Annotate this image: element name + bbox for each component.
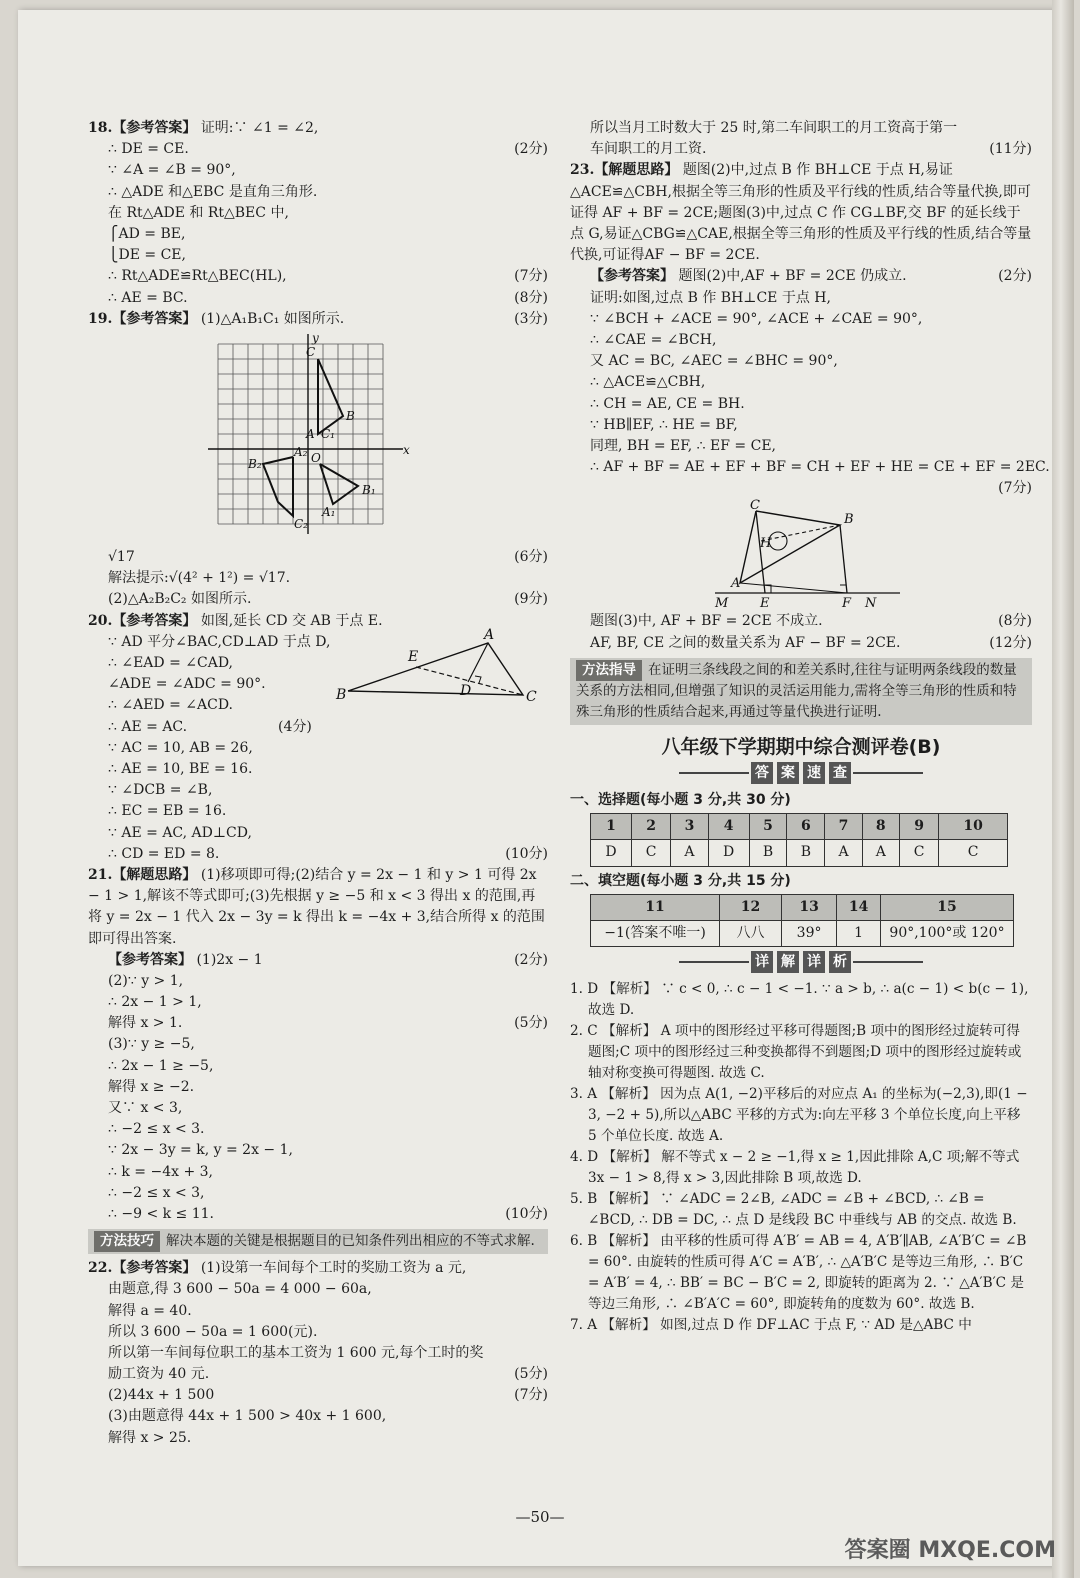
q19-score: (3分) [514, 310, 548, 327]
mc-ans-cell: A [825, 840, 862, 866]
fig20-b-label: B [336, 686, 347, 703]
mc-ans-cell: D [708, 840, 749, 866]
banner-char: 详 [751, 951, 773, 973]
q22-cont-line: 车间职工的月工资. [590, 141, 707, 158]
q19-number: 19. [88, 310, 113, 327]
fig23-a-label: A [731, 576, 741, 592]
point-b1-label: B₁ [362, 482, 376, 497]
q21-score: (5分) [514, 1015, 548, 1032]
section-title: 八年级下学期期中综合测评卷(B) [661, 735, 941, 758]
mc-ans-cell: D [591, 840, 632, 866]
fill-ans-cell: 八八 [720, 921, 782, 947]
detail-item: 3. A 【解析】 因为点 A(1, −2)平移后的对应点 A₁ 的坐标为(−2,3),即(1 − 3, −2 + 5),所以△ABC 平移的方式为:向左平移 3 个单位长度,向上平移 5 个单位长度. 故选 A. [570, 1086, 1028, 1145]
q20-line: ∴ CD = ED = 8. [108, 845, 220, 862]
banner-rule [679, 961, 749, 963]
q23-tag: 【解题思路】 [594, 162, 679, 179]
fill-num-cell: 13 [781, 894, 836, 920]
q19-tag: 【参考答案】 [112, 310, 197, 327]
q21-line: (2)∵ y > 1, [108, 972, 184, 989]
banner-rule [679, 772, 749, 774]
point-a1-label: A₁ [322, 504, 336, 519]
q22-line: 所以 3 600 − 50a = 1 600(元). [108, 1323, 318, 1340]
fill-label: 二、填空题(每小题 3 分,共 15 分) [570, 872, 791, 889]
q20-line: ∵ AC = 10, AB = 26, [108, 739, 253, 756]
fig20-a-label: A [484, 626, 495, 643]
point-c1-label: C₁ [321, 426, 335, 441]
q23-score: (12分) [989, 634, 1032, 651]
q22-tag: 【参考答案】 [112, 1260, 197, 1277]
mc-ans-cell: B [787, 840, 825, 866]
q22-score: (7分) [514, 1387, 548, 1404]
square-triangle-figure [710, 498, 910, 612]
q19-line: √17 [108, 549, 135, 566]
q22-number: 22. [88, 1260, 113, 1277]
q20-line: ∴ AE = 10, BE = 16. [108, 760, 253, 777]
mc-ans-cell: C [939, 840, 1008, 866]
point-a2-label: A₂ [294, 444, 308, 459]
q21-line: 解得 x > 1. [108, 1015, 183, 1032]
banner-rule [853, 961, 923, 963]
q22-cont-score: (11分) [989, 141, 1032, 158]
fig23-h-label: H [760, 536, 772, 552]
q21-line: 解得 x ≥ −2. [108, 1078, 195, 1095]
detail-item: 7. A 【解析】 如图,过点 D 作 DF⊥AC 于点 F, ∵ AD 是△ABC 中 [570, 1317, 972, 1334]
q20-mid-score: (4分) [278, 718, 312, 735]
q22-first: (1)设第一车间每个工时的奖励工资为 a 元, [200, 1260, 467, 1277]
q21-first: (1)2x − 1 [196, 951, 263, 968]
banner-char: 析 [829, 951, 851, 973]
q23-line: ∴ △ACE≌△CBH, [590, 374, 706, 391]
right-column [570, 118, 1050, 1336]
point-b2-label: B₂ [248, 456, 262, 471]
coordinate-grid-figure [208, 330, 418, 534]
q19-first: (1)△A₁B₁C₁ 如图所示. [200, 310, 345, 327]
q18-line: ∴ AE = BC. [108, 289, 188, 306]
q23-line: 题图(3)中, AF + BF = 2CE 不成立. [590, 613, 823, 630]
fill-ans-cell: −1(答案不唯一) [591, 921, 720, 947]
mc-ans-cell: C [632, 840, 671, 866]
q20-first: 如图,延长 CD 交 AB 于点 E. [200, 612, 383, 629]
q21-tip-text: 解决本题的关键是根据题目的已知条件列出相应的不等式求解. [166, 1233, 535, 1250]
q18-line: ∴ Rt△ADE≌Rt△BEC(HL), [108, 268, 287, 285]
q18-line: ∴ DE = CE. [108, 141, 189, 158]
mc-num-cell: 5 [749, 814, 787, 840]
point-c2-label: C₂ [294, 516, 308, 531]
fig23-f-label: F [842, 596, 852, 612]
fig23-m-label: M [715, 596, 729, 612]
q20-line: ∠ADE = ∠ADC = 90°. [108, 676, 266, 693]
q20-line: ∵ AE = AC, AD⊥CD, [108, 824, 252, 841]
q18-number: 18. [88, 120, 113, 136]
mc-num-cell: 7 [825, 814, 862, 840]
answer-quick-banner [570, 762, 1032, 784]
q21-line: ∵ 2x − 3y = k, y = 2x − 1, [108, 1142, 293, 1159]
mc-label: 一、选择题(每小题 3 分,共 30 分) [570, 792, 791, 809]
q23-line: ∴ CH = AE, CE = BH. [590, 395, 745, 412]
q23-line: 又 AC = BC, ∠AEC = ∠BHC = 90°, [590, 353, 838, 370]
left-column [88, 118, 548, 1449]
q21-line: ∴ −2 ≤ x < 3. [108, 1121, 205, 1138]
q19-line: 解法提示:√(4² + 1²) = √17. [108, 570, 291, 587]
fill-number-row [591, 894, 1014, 920]
banner-char: 解 [777, 951, 799, 973]
fig23-b-label: B [844, 512, 854, 528]
detailed-analysis-banner [570, 951, 1032, 973]
detail-item: 4. D 【解析】 解不等式 x − 2 ≥ −1,得 x ≥ 1,因此排除 A,C 项;解不等式 3x − 1 > 8,得 x > 3,因此排除 B 项,故选 D. [570, 1149, 1020, 1187]
mc-ans-cell: B [749, 840, 787, 866]
q23-score: (7分) [998, 480, 1032, 497]
watermark-logo [845, 1533, 1056, 1564]
detail-item: 5. B 【解析】 ∵ ∠ADC = 2∠B, ∠ADC = ∠B + ∠BCD, ∴ ∠B = ∠BCD, ∴ DB = DC, ∴ 点 D 是线段 BC 中垂线与 AB 的交点. 故选 B. [570, 1191, 1017, 1229]
q22-block [88, 1258, 548, 1449]
page-number: —50— [515, 1508, 565, 1526]
q23-line: ∴ AF + BF = AE + EF + BF = CH + EF + HE = CE + EF = 2EC. [590, 459, 1050, 476]
fill-answer-table [590, 894, 1014, 947]
fill-ans-cell: 1 [837, 921, 881, 947]
q18-line: ∵ ∠A = ∠B = 90°, [108, 162, 236, 179]
q22-line: (3)由题意得 44x + 1 500 > 40x + 1 600, [108, 1408, 387, 1425]
q21-line: (3)∵ y ≥ −5, [108, 1036, 195, 1053]
mc-answer-row [591, 840, 1008, 866]
q22-line: 解得 a = 40. [108, 1302, 192, 1319]
q23-tip-text: 在证明三条线段之间的和差关系时,往往与证明两条线段的数量关系的方法相同,但增强了知识的灵活运用能力,需将全等三角形的性质和特殊三角形的性质结合起来,再通过等量代换进行证明. [576, 661, 1017, 720]
fig20-c-label: C [526, 688, 537, 705]
q18-line: ⎩DE = CE, [108, 247, 186, 264]
q23-score: (2分) [998, 268, 1032, 285]
q21-number: 21. [88, 866, 113, 883]
fig20-d-label: D [460, 682, 472, 699]
q18-line: ⎧AD = BE, [108, 225, 186, 242]
fill-ans-cell: 90°,100°或 120° [881, 921, 1014, 947]
q23-line: 证明:如图,过点 B 作 BH⊥CE 于点 H, [590, 289, 831, 306]
fill-answer-row [591, 921, 1014, 947]
axis-y-label: y [312, 330, 319, 345]
q21-tag2: 【参考答案】 [108, 951, 192, 968]
q22-score: (5分) [514, 1366, 548, 1383]
q21-score: (2分) [514, 951, 548, 968]
q18-block [88, 118, 548, 309]
q21-line: ∴ −2 ≤ x < 3, [108, 1184, 205, 1201]
q23-first: 题图(2)中,AF + BF = 2CE 仍成立. [678, 268, 907, 285]
fig23-n-label: N [865, 596, 877, 612]
q23-think: 题图(2)中,过点 B 作 BH⊥CE 于点 H,易证△ACE≌△CBH,根据全等三角形的性质及平行线的性质,结合等量代换,即可证得 AF + BF = 2CE;题图(3)中,过点 C 作 CG⊥BF,交 BF 的延长线于点 G,易证△CBG≌△CAE,根据全等三角形的性质及平行线的性质,结合等量代换,可证得AF − BF = 2CE. [570, 162, 1032, 264]
banner-char: 速 [803, 762, 825, 784]
q22-cont-line: 所以当月工时数大于 25 时,第二车间职工的月工资高于第一 [590, 120, 958, 136]
mc-ans-cell: A [671, 840, 708, 866]
fill-num-cell: 11 [591, 894, 720, 920]
origin-label: O [311, 450, 321, 465]
q20-line: ∵ ∠DCB = ∠B, [108, 782, 213, 799]
detail-item: 1. D 【解析】 ∵ c < 0, ∴ c − 1 < −1. ∵ a > b, ∴ a(c − 1) < b(c − 1), 故选 D. [570, 981, 1029, 1019]
q21-tip-tag: 方法技巧 [94, 1231, 160, 1252]
fig23-c-label: C [750, 498, 760, 514]
q22-line: 解得 x > 25. [108, 1429, 192, 1446]
fill-num-cell: 14 [837, 894, 881, 920]
q23-line: ∴ ∠CAE = ∠BCH, [590, 331, 717, 348]
book-edge [1052, 0, 1074, 1578]
mc-num-cell: 3 [671, 814, 708, 840]
fill-ans-cell: 39° [781, 921, 836, 947]
mc-ans-cell: A [862, 840, 899, 866]
mc-num-cell: 4 [708, 814, 749, 840]
q21-line: ∴ 2x − 1 ≥ −5, [108, 1057, 214, 1074]
q21-score: (10分) [505, 1205, 548, 1222]
q20-block [88, 611, 548, 865]
q20-tag: 【参考答案】 [112, 612, 197, 629]
q21-line: ∴ k = −4x + 3, [108, 1163, 213, 1180]
banner-char: 详 [803, 951, 825, 973]
fill-num-cell: 15 [881, 894, 1014, 920]
q18-score: (7分) [514, 268, 548, 285]
banner-char: 答 [751, 762, 773, 784]
mc-number-row [591, 814, 1008, 840]
mc-answer-table [590, 813, 1008, 866]
q20-line: ∴ ∠EAD = ∠CAD, [108, 655, 234, 672]
fig20-e-label: E [408, 648, 419, 665]
q21-line: ∴ 2x − 1 > 1, [108, 994, 202, 1011]
point-a-label: A [306, 426, 315, 441]
q22-line: 励工资为 40 元. [108, 1366, 210, 1383]
q19-block [88, 309, 548, 611]
q23-tip-tag: 方法指导 [576, 660, 642, 681]
q21-think: (1)移项即可得;(2)结合 y = 2x − 1 和 y > 1 可得 2x − 1 > 1,解该不等式即可;(3)先根据 y ≥ −5 和 x < 3 得出 x 的范围,再将 y = 2x − 1 代入 2x − 3y = k 得出 k = −4x + 3,结合所得 x 的范围即可得出答案. [88, 866, 545, 947]
fig23-e-label: E [760, 596, 770, 612]
banner-rule [853, 772, 923, 774]
q22-line: 由题意,得 3 600 − 50a = 4 000 − 60a, [108, 1281, 372, 1298]
banner-char: 案 [777, 762, 799, 784]
q21-line: 又∵ x < 3, [108, 1100, 183, 1117]
q18-line: ∴ △ADE 和△EBC 是直角三角形. [108, 183, 318, 200]
q18-line: 在 Rt△ADE 和 Rt△BEC 中, [108, 204, 289, 221]
q22-line: 所以第一车间每位职工的基本工资为 1 600 元,每个工时的奖 [108, 1344, 484, 1361]
axis-x-label: x [403, 442, 410, 457]
mc-num-cell: 10 [939, 814, 1008, 840]
q19-score: (9分) [514, 591, 548, 608]
q18-line: 证明:∵ ∠1 = ∠2, [200, 120, 319, 136]
q23-line: AF, BF, CE 之间的数量关系为 AF − BF = 2CE. [590, 634, 901, 651]
q21-method-tip [88, 1229, 548, 1254]
mc-num-cell: 6 [787, 814, 825, 840]
q20-line: ∴ AE = AC. [108, 718, 188, 735]
detail-item: 6. B 【解析】 由平移的性质可得 A′B′ = AB = 4, A′B′∥AB, ∠A′B′C = ∠B = 60°. 由旋转的性质可得 A′C = A′B′, ∴ △A′B′C 是等边三角形, ∴ B′C = A′B′ = 4, ∴ BB′ = BC − B′C = 2, 即旋转的距离为 2. ∵ △A′B′C 是等边三角形, ∴ ∠B′A′C = 60°, 即旋转角的度数为 60°. 故选 B. [570, 1233, 1027, 1313]
q23-tag2: 【参考答案】 [590, 268, 674, 285]
q23-line: ∵ HB∥EF, ∴ HE = BF, [590, 416, 738, 433]
q23-line: ∵ ∠BCH + ∠ACE = 90°, ∠ACE + ∠CAE = 90°, [590, 310, 923, 327]
q23-score: (8分) [998, 613, 1032, 630]
mc-num-cell: 8 [862, 814, 899, 840]
q21-block [88, 865, 548, 1254]
mc-ans-cell: C [899, 840, 938, 866]
q22-line: (2)44x + 1 500 [108, 1387, 215, 1404]
q21-tag: 【解题思路】 [112, 866, 197, 883]
q18-score: (8分) [514, 289, 548, 306]
q19-score: (6分) [514, 549, 548, 566]
q21-line: ∴ −9 < k ≤ 11. [108, 1205, 215, 1222]
q20-number: 20. [88, 612, 113, 629]
q23-block [570, 160, 1050, 724]
watermark-text: 答案圈 MXQE.COM [844, 1538, 1056, 1563]
q23-method-tip [570, 658, 1032, 725]
q23-number: 23. [570, 162, 595, 179]
q18-score: (2分) [514, 141, 548, 158]
q20-line: ∵ AD 平分∠BAC,CD⊥AD 于点 D, [108, 633, 331, 650]
q23-line: 同理, BH = EF, ∴ EF = CE, [590, 437, 776, 454]
q20-line: ∴ EC = EB = 16. [108, 803, 227, 820]
q20-line: ∴ ∠AED = ∠ACD. [108, 697, 234, 714]
q19-line: (2)△A₂B₂C₂ 如图所示. [108, 591, 252, 608]
mc-num-cell: 9 [899, 814, 938, 840]
q18-tag: 【参考答案】 [112, 120, 197, 136]
point-c-label: C [306, 344, 316, 359]
q20-score: (10分) [505, 845, 548, 862]
mc-num-cell: 2 [632, 814, 671, 840]
fill-num-cell: 12 [720, 894, 782, 920]
details-list [570, 979, 1032, 1336]
mc-num-cell: 1 [591, 814, 632, 840]
banner-char: 查 [829, 762, 851, 784]
point-b-label: B [346, 408, 355, 423]
detail-item: 2. C 【解析】 A 项中的图形经过平移可得题图;B 项中的图形经过旋转可得题图;C 项中的图形经过三种变换都得不到题图;D 项中的图形经过旋转或轴对称变换可得题图. 故选 C. [570, 1023, 1022, 1082]
